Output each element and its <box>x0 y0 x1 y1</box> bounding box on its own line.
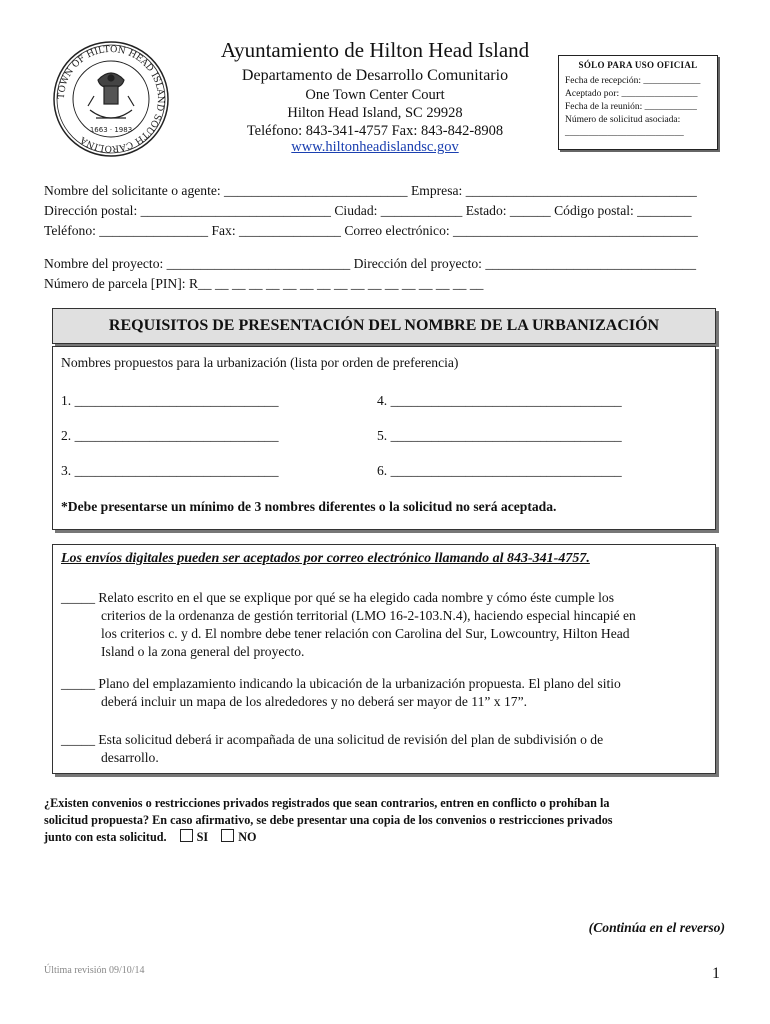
phone-fax-line: Teléfono: 843-341-4757 Fax: 843-842-8908 <box>246 123 504 139</box>
section-heading: REQUISITOS DE PRESENTACIÓN DEL NOMBRE DE LA URBANIZACIÓN <box>52 308 716 344</box>
revision-date: Última revisión 09/10/14 <box>44 965 145 976</box>
covenants-question: ¿Existen convenios o restricciones privados registrados que sean contrarios, entren en conflicto o prohíban la solicitud propuesta? En caso afirmativo, se debe presentar una copia de los convenios o restricciones privados junto con esta solicitud. SI NO <box>44 796 613 844</box>
website-link[interactable]: www.hiltonheadislandsc.gov <box>291 139 459 155</box>
official-use-box <box>558 55 718 150</box>
page-number: 1 <box>712 965 720 982</box>
address-line-1: One Town Center Court <box>305 87 445 103</box>
name-field-3[interactable]: 3. ______________________________ <box>61 463 279 478</box>
continued-on-back: (Continúa en el reverso) <box>588 920 725 935</box>
received-date-field[interactable]: Fecha de recepción: ____________ <box>565 76 701 86</box>
applicant-company-row[interactable]: Nombre del solicitante o agente: ___________________________ Empresa: __________________________________ <box>44 183 697 198</box>
no-checkbox[interactable] <box>221 829 234 842</box>
proposed-names-box <box>52 346 716 530</box>
svg-text:TOWN OF HILTON HEAD ISLAND SOU: TOWN OF HILTON HEAD ISLAND SOUTH CAROLINA <box>56 44 166 154</box>
mailing-address-row[interactable]: Dirección postal: ____________________________ Ciudad: ____________ Estado: ______ Código postal: ________ <box>44 203 692 218</box>
name-field-5[interactable]: 5. __________________________________ <box>377 428 622 443</box>
phone-fax-email-row[interactable]: Teléfono: ________________ Fax: _______________ Correo electrónico: ____________________________________ <box>44 223 698 238</box>
no-option[interactable]: NO <box>221 830 256 844</box>
parcel-pin-row[interactable]: Número de parcela [PIN]: R__ __ __ __ __ __ __ __ __ __ __ __ __ __ __ __ __ <box>44 276 484 291</box>
proposed-names-intro: Nombres propuestos para la urbanización (lista por orden de preferencia) <box>61 355 459 370</box>
requirement-site-plan[interactable]: _____ Plano del emplazamiento indicando la ubicación de la urbanización propuesta. El plano del sitio deberá incluir un mapa de los alrededores y no deberá ser mayor de 11” x 17”. <box>61 676 621 709</box>
name-field-4[interactable]: 4. __________________________________ <box>377 393 622 408</box>
name-field-1[interactable]: 1. ______________________________ <box>61 393 279 408</box>
related-application-field[interactable]: _________________________ <box>565 128 684 138</box>
yes-checkbox[interactable] <box>180 829 193 842</box>
department-name: Departamento de Desarrollo Comunitario <box>241 67 509 84</box>
yes-option[interactable]: SI <box>180 830 209 844</box>
svg-text:1663 · 1983: 1663 · 1983 <box>89 126 133 134</box>
requirement-written-narrative[interactable]: _____ Relato escrito en el que se explique por qué se ha elegido cada nombre y cómo éste cumple los criterios de la ordenanza de gestión territorial (LMO 16-2-103.N.4), haciendo especial hincapié en los criterios c. y d. El nombre debe tener relación con Carolina del Sur, Lowcountry, Hilton Head Island o la zona general del proyecto. <box>61 590 636 659</box>
office-title: Ayuntamiento de Hilton Head Island <box>220 38 530 62</box>
town-seal-logo <box>52 40 170 158</box>
minimum-names-note: *Debe presentarse un mínimo de 3 nombres diferentes o la solicitud no será aceptada. <box>61 499 557 514</box>
requirement-subdivision-review[interactable]: _____ Esta solicitud deberá ir acompañada de una solicitud de revisión del plan de subdivisión o de desarrollo. <box>61 732 604 765</box>
address-line-2: Hilton Head Island, SC 29928 <box>287 105 463 121</box>
digital-submission-note: Los envíos digitales pueden ser aceptados por correo electrónico llamando al 843-341-4757. <box>61 551 590 566</box>
official-use-title: SÓLO PARA USO OFICIAL <box>578 60 698 70</box>
project-name-address-row[interactable]: Nombre del proyecto: ___________________________ Dirección del proyecto: _______________________________ <box>44 256 697 271</box>
submission-requirements-box <box>52 544 716 774</box>
accepted-by-field[interactable]: Aceptado por: ________________ <box>565 89 698 99</box>
name-field-6[interactable]: 6. __________________________________ <box>377 463 622 478</box>
related-application-label: Número de solicitud asociada: <box>565 115 681 125</box>
meeting-date-field[interactable]: Fecha de la reunión: ___________ <box>565 102 697 112</box>
name-field-2[interactable]: 2. ______________________________ <box>61 428 279 443</box>
